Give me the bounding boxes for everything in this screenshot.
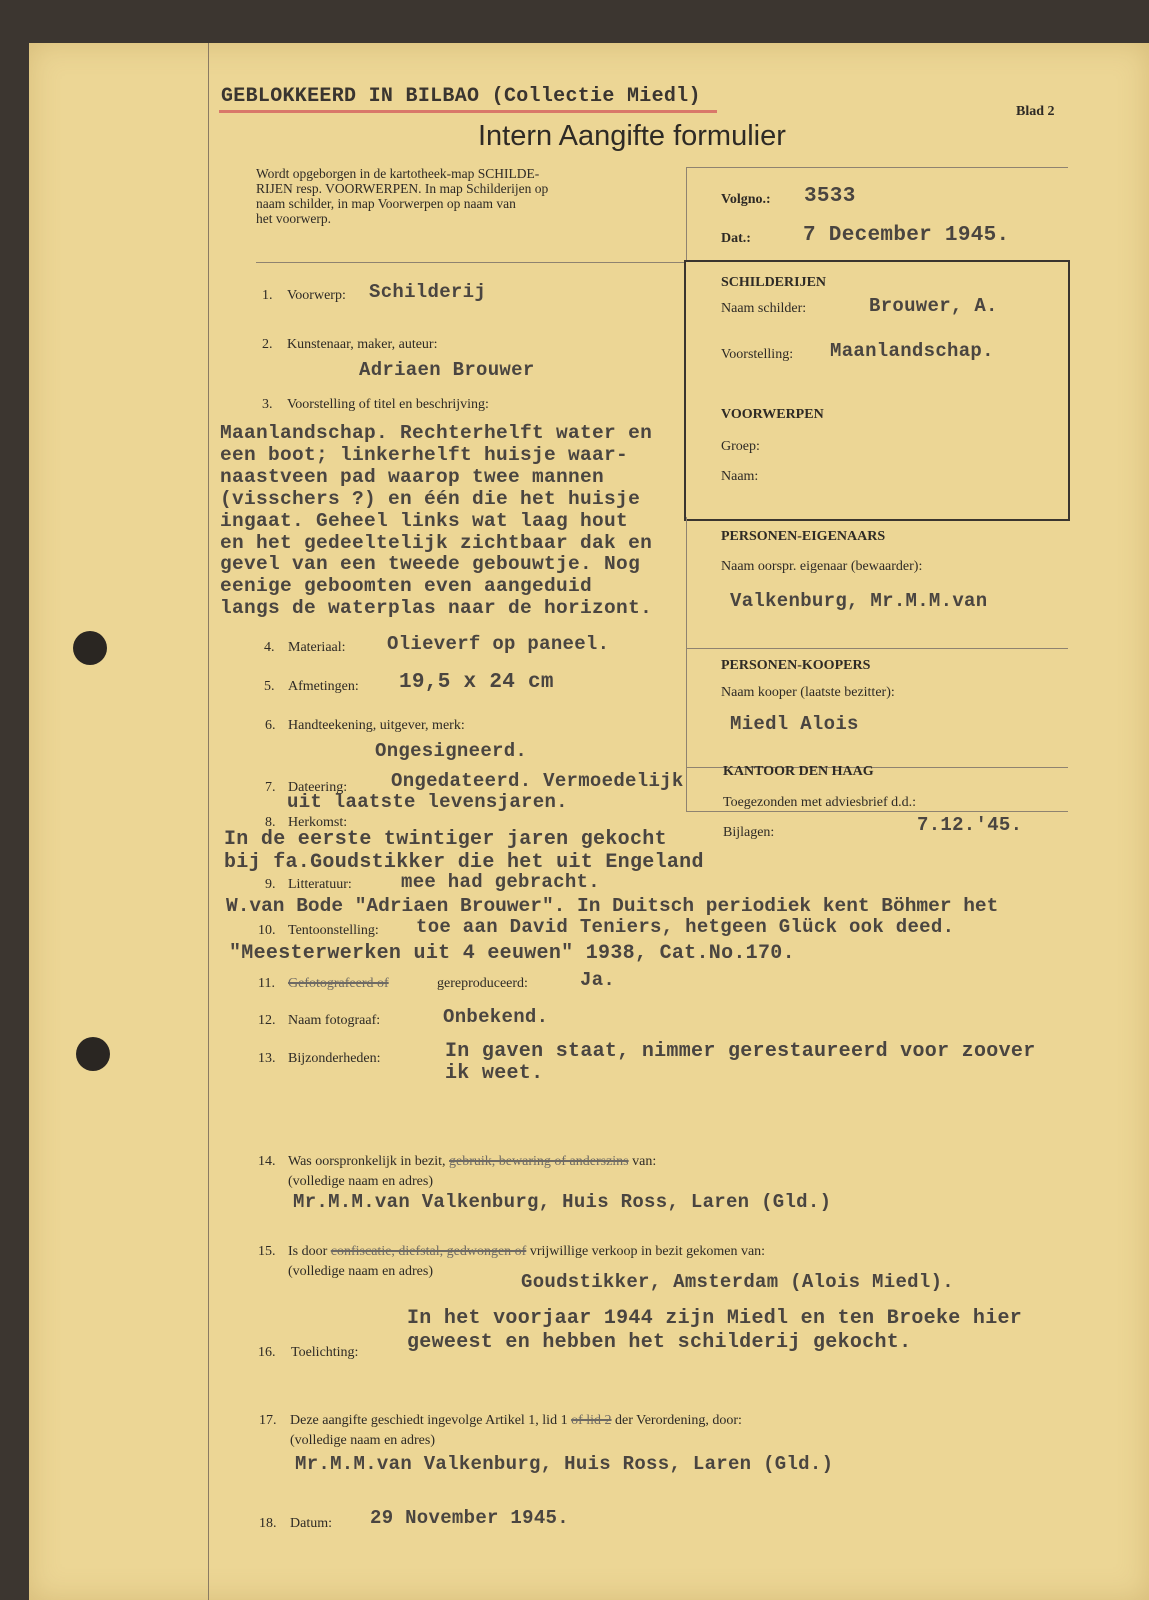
left-section-rule bbox=[256, 262, 686, 263]
koopers-heading: PERSONEN-KOOPERS bbox=[721, 658, 871, 673]
item-3-number: 3. bbox=[262, 397, 273, 412]
punch-hole-top bbox=[73, 631, 107, 665]
right-top-rule bbox=[686, 167, 1068, 168]
form-title: Intern Aangifte formulier bbox=[478, 120, 786, 152]
item-15-struck-label: confiscatie, diefstal, gedwongen of bbox=[330, 1244, 527, 1259]
naam-schilder-value: Brouwer, A. bbox=[869, 295, 998, 317]
voorwerpen-heading: VOORWERPEN bbox=[721, 407, 824, 422]
item-13-value-line2: ik weet. bbox=[445, 1062, 544, 1085]
item-16-value-line2: geweest en hebben het schilderij gekocht. bbox=[407, 1331, 912, 1354]
item-11-struck-label: Gefotografeerd of bbox=[288, 976, 389, 991]
item-8-number: 8. bbox=[265, 815, 276, 830]
item-15-label-end: vrijwillige verkoop in bezit gekomen van: bbox=[529, 1244, 766, 1259]
item-13-number: 13. bbox=[258, 1051, 276, 1066]
item-8-value-line2: bij fa.Goudstikker die het uit Engeland bbox=[224, 851, 704, 874]
item-1-number: 1. bbox=[262, 288, 273, 303]
item-14-label bbox=[288, 1154, 656, 1170]
kantoor-bottom-rule bbox=[686, 811, 1068, 812]
item-7-value-line1: Ongedateerd. Vermoedelijk bbox=[391, 770, 684, 792]
bijlagen-label: Bijlagen: bbox=[723, 825, 775, 840]
item-10-value: "Meesterwerken uit 4 eeuwen" 1938, Cat.No.170. bbox=[229, 942, 795, 965]
item-17-struck-label: of lid 2 bbox=[571, 1413, 612, 1428]
item-5-number: 5. bbox=[264, 679, 275, 694]
volgno-value: 3533 bbox=[804, 185, 856, 208]
item-11-label: gereproduceerd: bbox=[437, 976, 528, 991]
date-label: Dat.: bbox=[721, 231, 751, 246]
item-11-number: 11. bbox=[258, 976, 275, 991]
item-1-label: Voorwerp: bbox=[287, 288, 346, 303]
item-7-value-line2: uit laatste levensjaren. bbox=[287, 791, 568, 813]
kantoor-heading: KANTOOR DEN HAAG bbox=[723, 764, 874, 779]
left-margin-rule bbox=[208, 43, 209, 1600]
item-14-label-start: Was oorspronkelijk in bezit, bbox=[288, 1154, 446, 1169]
groep-label: Groep: bbox=[721, 439, 760, 454]
voorstelling-value: Maanlandschap. bbox=[830, 340, 994, 362]
item-17-sublabel: (volledige naam en adres) bbox=[290, 1433, 435, 1448]
kooper-label: Naam kooper (laatste bezitter): bbox=[721, 685, 895, 700]
item-14-sublabel: (volledige naam en adres) bbox=[288, 1174, 433, 1189]
item-18-value: 29 November 1945. bbox=[370, 1507, 569, 1529]
item-4-label: Materiaal: bbox=[288, 640, 346, 655]
item-12-label: Naam fotograaf: bbox=[288, 1013, 381, 1028]
date-value: 7 December 1945. bbox=[803, 224, 1010, 247]
item-14-value: Mr.M.M.van Valkenburg, Huis Ross, Laren (Gld.) bbox=[293, 1191, 832, 1213]
storage-note: Wordt opgeborgen in de kartotheek-map SCHILDE- RIJEN resp. VOORWERPEN. In map Schilderijen op naam schilder, in map Voorwerpen op naam van het voorwerp. bbox=[256, 166, 549, 226]
item-14-struck-label: gebruik, bewaring of anderszins bbox=[449, 1154, 629, 1169]
item-6-label: Handteekening, uitgever, merk: bbox=[288, 718, 465, 733]
item-8-value-line1: In de eerste twintiger jaren gekocht bbox=[224, 828, 667, 851]
collection-stamp: GEBLOKKEERD IN BILBAO (Collectie Miedl) bbox=[221, 85, 701, 108]
item-17-label-start: Deze aangifte geschiedt ingevolge Artikel 1, lid 1 bbox=[290, 1413, 568, 1428]
stamp-underline bbox=[219, 110, 717, 113]
item-12-value: Onbekend. bbox=[443, 1006, 549, 1028]
item-9-number: 9. bbox=[265, 877, 276, 892]
punch-hole-bottom bbox=[76, 1037, 110, 1071]
item-16-label: Toelichting: bbox=[291, 1345, 359, 1360]
item-4-number: 4. bbox=[264, 640, 275, 655]
item-2-label: Kunstenaar, maker, auteur: bbox=[287, 337, 438, 352]
item-13-label: Bijzonderheden: bbox=[288, 1051, 381, 1066]
adviesbrief-date: 7.12.'45. bbox=[917, 814, 1023, 836]
voorstelling-label: Voorstelling: bbox=[721, 347, 794, 362]
naam-schilder-label: Naam schilder: bbox=[721, 301, 807, 316]
item-7-label: Dateering: bbox=[288, 780, 348, 795]
form-sheet bbox=[29, 43, 1149, 1600]
item-12-number: 12. bbox=[258, 1013, 276, 1028]
item-16-value-line1: In het voorjaar 1944 zijn Miedl en ten Broeke hier bbox=[407, 1307, 1023, 1330]
item-7-number: 7. bbox=[265, 780, 276, 795]
item-15-number: 15. bbox=[258, 1244, 276, 1259]
item-10-number: 10. bbox=[258, 923, 276, 938]
item-6-value: Ongesigneerd. bbox=[375, 740, 528, 762]
item-17-number: 17. bbox=[259, 1413, 277, 1428]
right-column-rule-top bbox=[686, 167, 687, 262]
item-1-value: Schilderij bbox=[369, 281, 487, 303]
item-15-sublabel: (volledige naam en adres) bbox=[288, 1264, 433, 1279]
eigenaar-label: Naam oorspr. eigenaar (bewaarder): bbox=[721, 559, 923, 574]
eigenaar-value: Valkenburg, Mr.M.M.van bbox=[730, 590, 988, 612]
item-3-label: Voorstelling of titel en beschrijving: bbox=[287, 397, 489, 412]
eigenaars-bottom-rule bbox=[686, 648, 1068, 649]
item-5-value: 19,5 x 24 cm bbox=[399, 671, 554, 694]
item-6-number: 6. bbox=[265, 718, 276, 733]
item-3-description: Maanlandschap. Rechterhelft water en een boot; linkerhelft huisje waar- naastveen pad waarop twee mannen (visschers ?) en één die het huisje ingaat. Geheel links wat laag hout en het gedeeltelijk zichtbaar dak en gevel van een tweede gebouwtje. Nog eenige geboomten even aangeduid langs de waterplas naar de horizont. bbox=[220, 422, 653, 620]
item-17-value: Mr.M.M.van Valkenburg, Huis Ross, Laren (Gld.) bbox=[295, 1453, 834, 1475]
kooper-value: Miedl Alois bbox=[730, 713, 859, 735]
schilderijen-heading: SCHILDERIJEN bbox=[721, 275, 827, 290]
item-9-label: Litteratuur: bbox=[288, 877, 352, 892]
item-15-value: Goudstikker, Amsterdam (Alois Miedl). bbox=[521, 1271, 954, 1293]
item-2-value: Adriaen Brouwer bbox=[359, 359, 535, 381]
item-2-number: 2. bbox=[262, 337, 273, 352]
voorwerp-naam-label: Naam: bbox=[721, 469, 759, 484]
item-10-label: Tentoonstelling: bbox=[288, 923, 379, 938]
eigenaars-heading: PERSONEN-EIGENAARS bbox=[721, 529, 886, 544]
item-16-number: 16. bbox=[258, 1345, 276, 1360]
item-9-value-line2: toe aan David Teniers, hetgeen Glück ook deed. bbox=[416, 916, 955, 938]
item-9-value-line1: W.van Bode "Adriaen Brouwer". In Duitsch periodiek kent Böhmer het bbox=[226, 895, 999, 917]
item-8-value-line3: mee had gebracht. bbox=[401, 871, 600, 893]
item-13-value-line1: In gaven staat, nimmer gerestaureerd voor zoover bbox=[445, 1040, 1036, 1063]
item-14-label-end: van: bbox=[632, 1154, 657, 1169]
adviesbrief-label: Toegezonden met adviesbrief d.d.: bbox=[723, 795, 917, 810]
item-17-label bbox=[290, 1413, 742, 1429]
item-8-label: Herkomst: bbox=[288, 815, 348, 830]
volgno-label: Volgno.: bbox=[721, 192, 771, 207]
item-17-label-end: der Verordening, door: bbox=[615, 1413, 742, 1428]
item-4-value: Olieverf op paneel. bbox=[387, 633, 610, 655]
item-18-number: 18. bbox=[259, 1516, 277, 1531]
item-5-label: Afmetingen: bbox=[288, 679, 359, 694]
item-11-value: Ja. bbox=[580, 969, 616, 991]
item-15-label bbox=[288, 1244, 765, 1260]
item-18-label: Datum: bbox=[290, 1516, 332, 1531]
item-15-label-start: Is door bbox=[288, 1244, 328, 1259]
page-number: Blad 2 bbox=[1016, 104, 1055, 119]
item-14-number: 14. bbox=[258, 1154, 276, 1169]
